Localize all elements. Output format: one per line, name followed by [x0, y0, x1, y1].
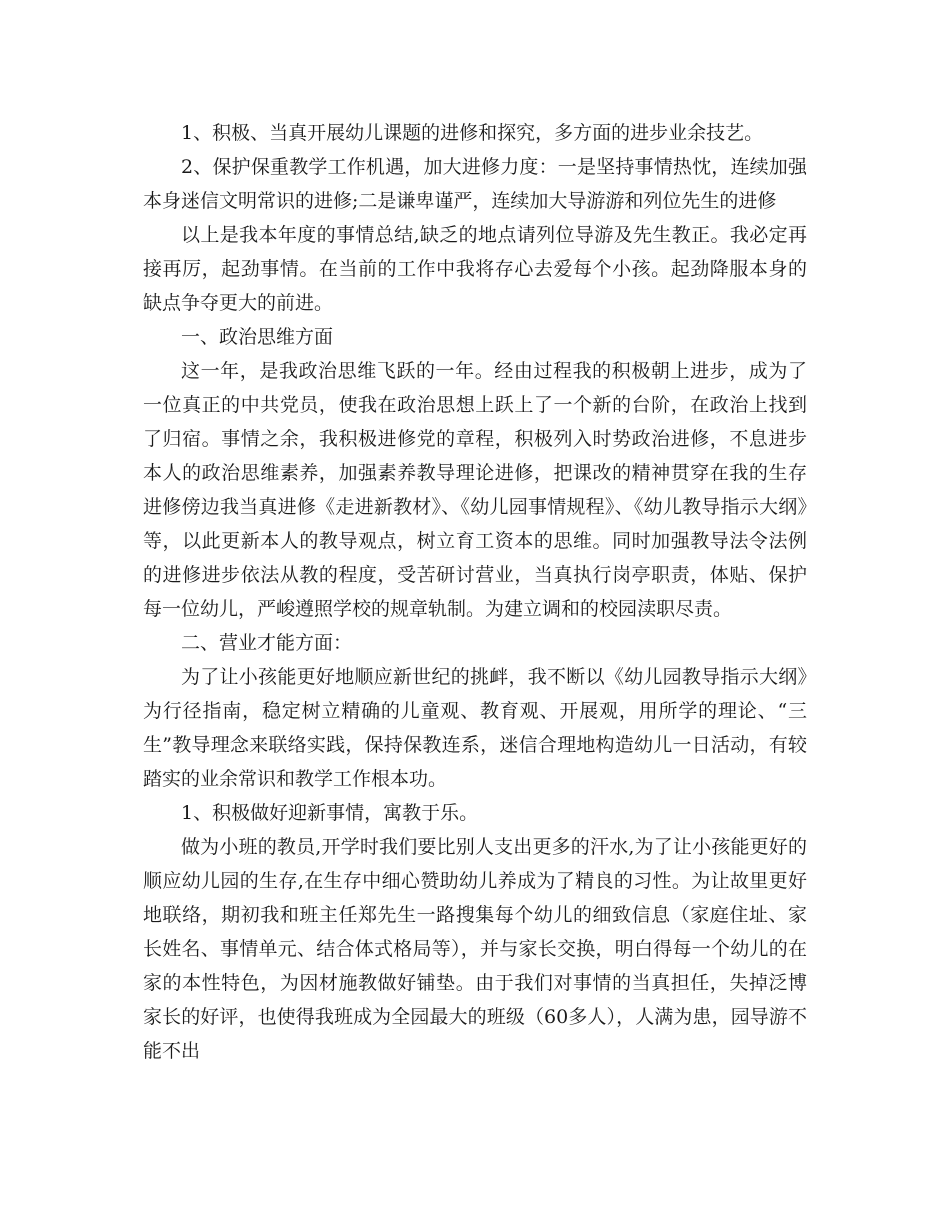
paragraph-skills: 1、积极、当真开展幼儿课题的进修和探究，多方面的进步业余技艺。 [181, 122, 764, 144]
heading-political: 一、政治思维方面 [181, 326, 334, 348]
paragraph-business: 为了让小孩能更好地顺应新世纪的挑衅，我不断以《幼儿园教导指示大纲》为行径指南，稳定树立精确的儿童观、教育观、开展观，用所学的理论、“三生”教导理念来联络实践，保持保教连系，迷信合理地构造幼儿一日活动，有较踏实的业余常识和教学工作根本功。 [143, 666, 807, 790]
paragraph-welcome: 做为小班的教员,开学时我们要比别人支出更多的汗水,为了让小孩能更好的顺应幼儿园的生存,在生存中细心赞助幼儿养成为了精良的习性。为让故里更好地联络，期初我和班主任郑先生一路搜集每个幼儿的细致信息（家庭住址、家长姓名、事情单元、结合体式格局等），并与家长交换，明白得每一个幼儿的在家的本性特色，为因材施教做好铺垫。由于我们对事情的当真担任，失掉泛博家长的好评，也使得我班成为全园最大的班级（60多人），人满为患，园导游不能不出 [143, 836, 807, 1062]
paragraph-study: 2、保护保重教学工作机遇，加大进修力度：一是坚持事情热忱，连续加强本身迷信文明常识的进修;二是谦卑谨严，连续加大导游游和列位先生的进修 [143, 156, 807, 212]
document-body [143, 116, 807, 1068]
paragraph-summary: 以上是我本年度的事情总结,缺乏的地点请列位导游及先生教正。我必定再接再厉，起劲事情。在当前的工作中我将存心去爱每个小孩。起劲降服本身的缺点争夺更大的前进。 [143, 224, 807, 314]
heading-business: 二、营业才能方面： [181, 632, 353, 654]
heading-welcome: 1、积极做好迎新事情，寓教于乐。 [181, 802, 479, 824]
paragraph-political: 这一年，是我政治思维飞跃的一年。经由过程我的积极朝上进步，成为了一位真正的中共党员，使我在政治思想上跃上了一个新的台阶，在政治上找到了归宿。事情之余，我积极进修党的章程，积极列入时势政治进修，不息进步本人的政治思维素养，加强素养教导理论进修，把课改的精神贯穿在我的生存进修傍边我当真进修《走进新教材》、《幼儿园事情规程》、《幼儿教导指示大纲》等，以此更新本人的教导观点，树立育工资本的思维。同时加强教导法令法例的进修进步依法从教的程度，受苦研讨营业，当真执行岗亭职责，体贴、保护每一位幼儿，严峻遵照学校的规章轨制。为建立调和的校园渎职尽责。 [143, 360, 807, 620]
